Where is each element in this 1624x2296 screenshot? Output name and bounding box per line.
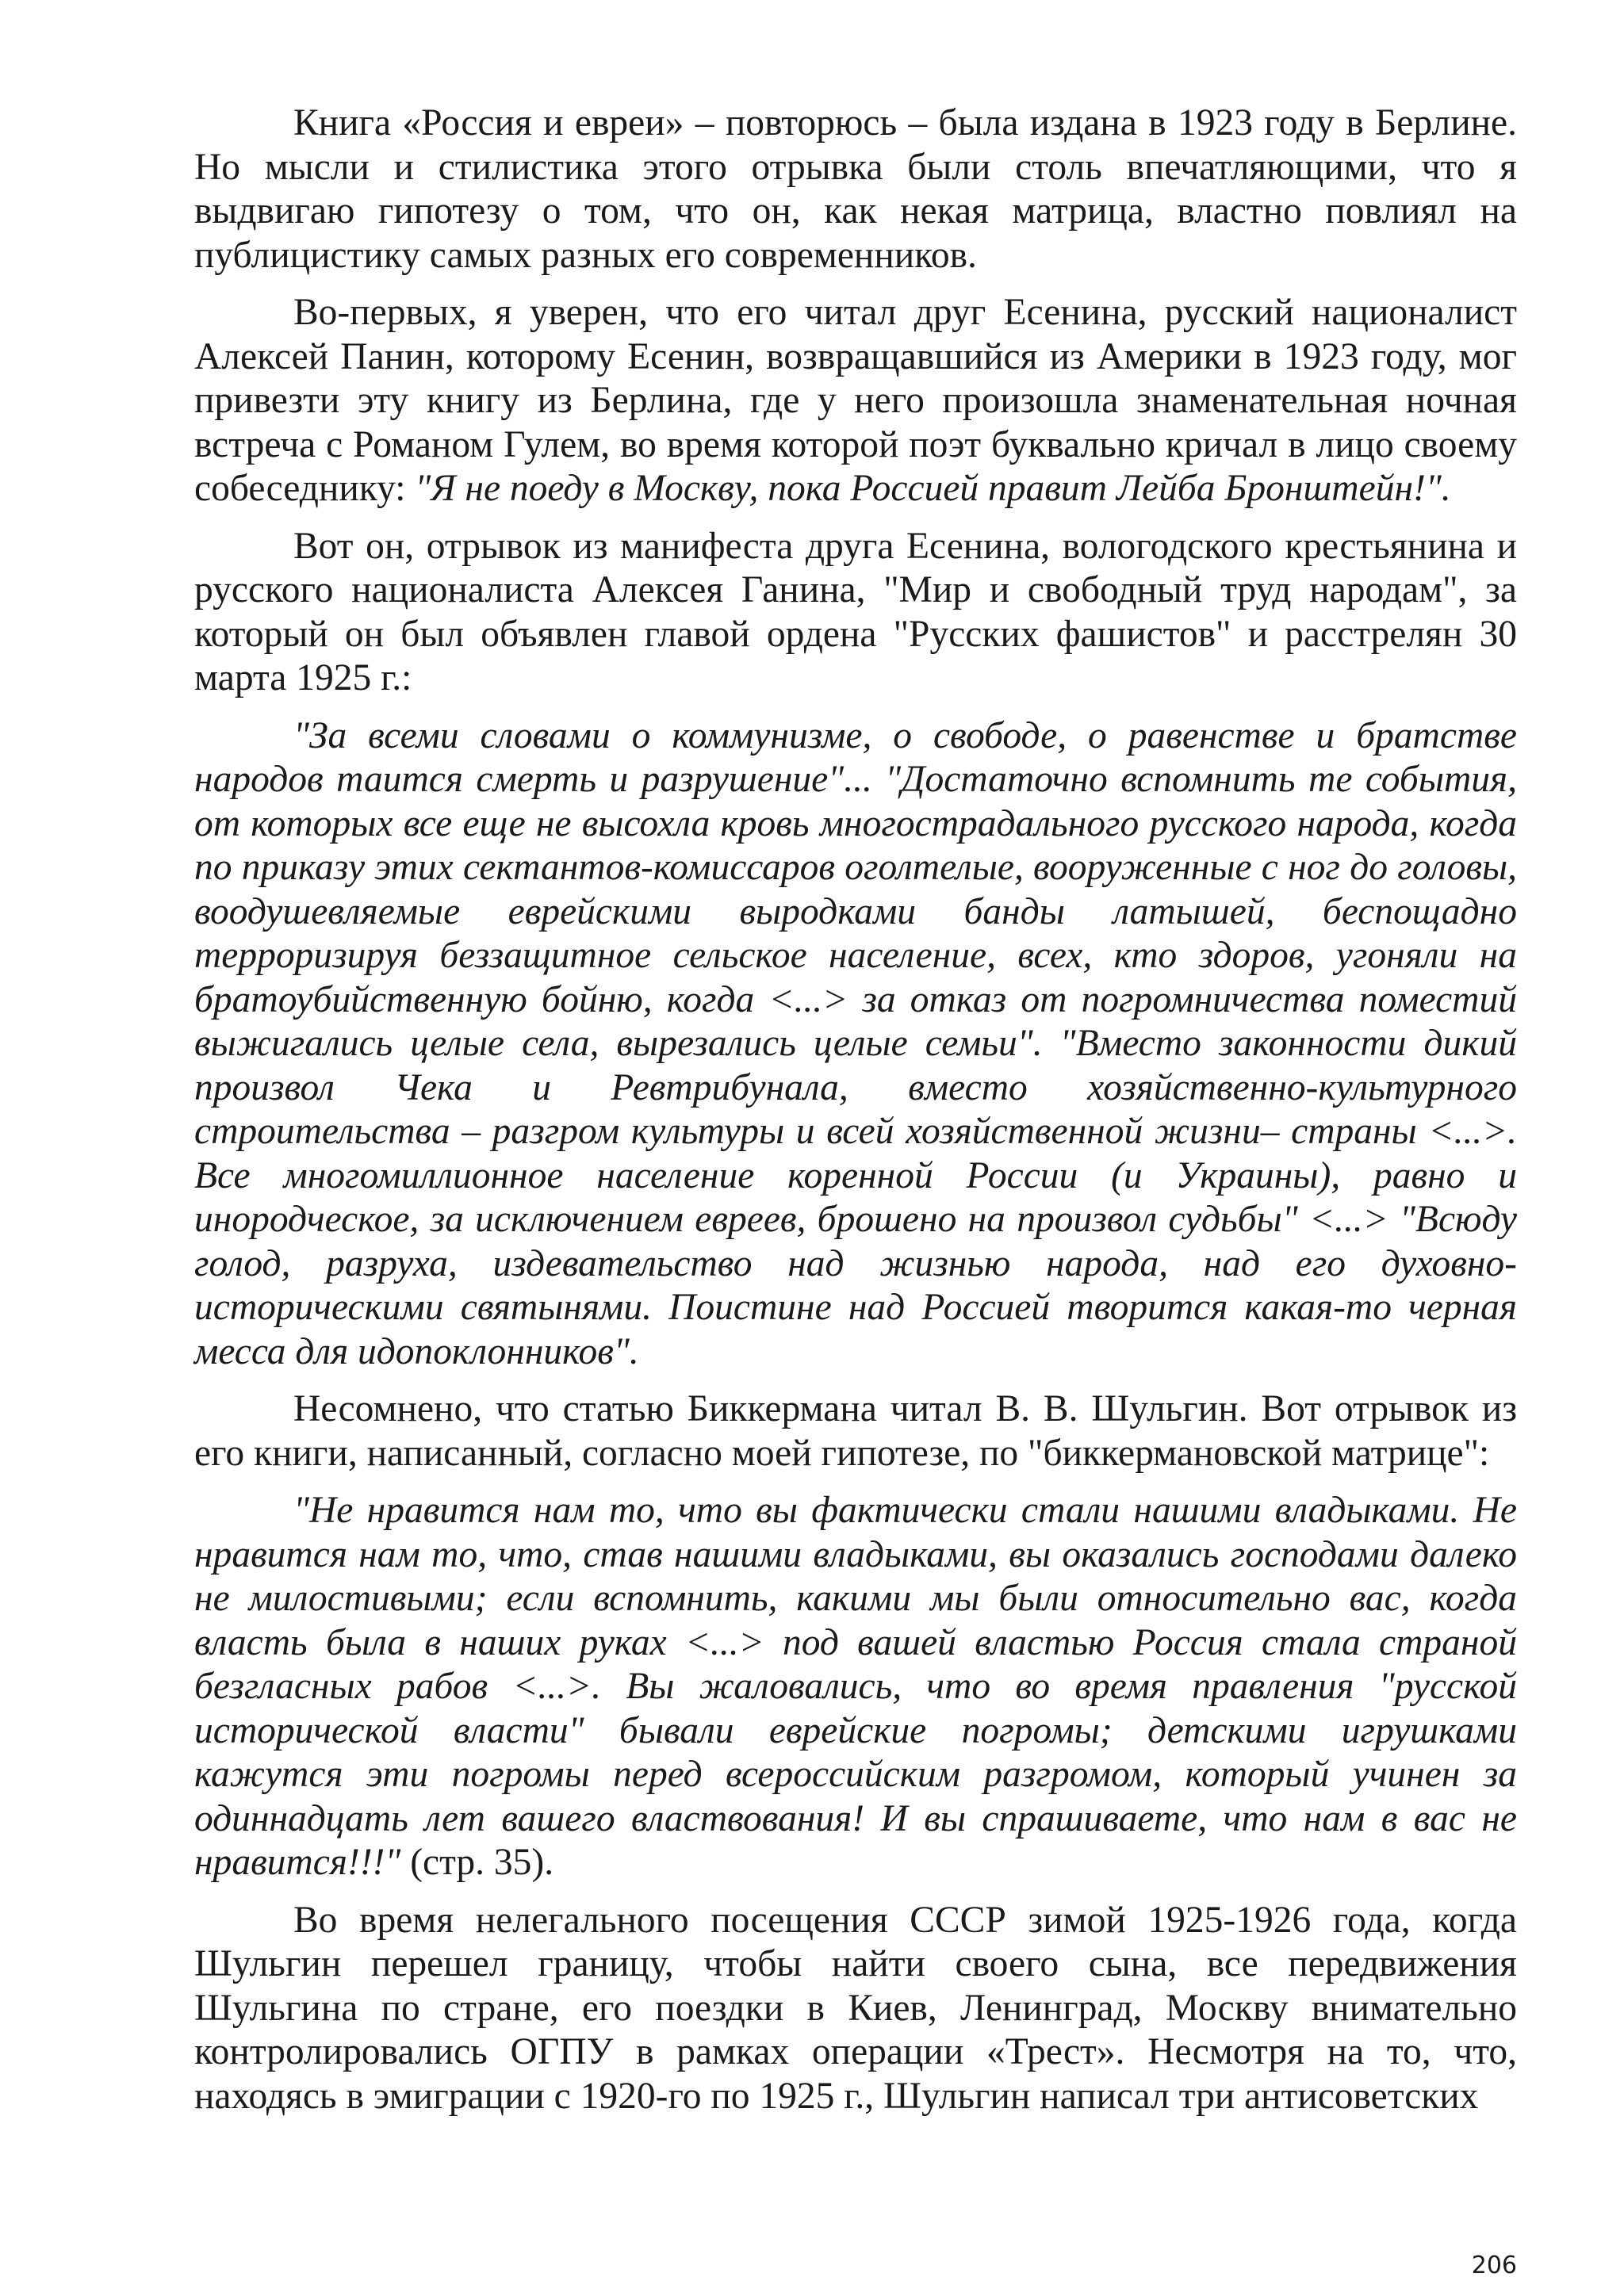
paragraph-5: Несомнено, что статью Биккермана читал В. В. Шульгин. Вот отрывок из его книги, написанный, согласно моей гипотезе, по "биккермановской матрице": xyxy=(194,1388,1517,1474)
quote-shulgin xyxy=(194,1489,1517,1885)
paragraph-7: Во время нелегального посещения СССР зимой 1925-1926 года, когда Шульгин перешел границу, чтобы найти своего сына, все передвижения Шульгина по стране, его поездки в Киев, Ленинград, Москву внимательно контролировались ОГПУ в рамках операции «Трест». Несмотря на то, что, находясь в эмиграции с 1920-го по 1925 г., Шульгин написал три антисоветских xyxy=(194,1899,1517,2117)
quote-ganin: "За всеми словами о коммунизме, о свободе, о равенстве и братстве народов таится смерть и разрушение"... "Достаточно вспомнить те события, от которых все еще не высохла кровь многострадального русского народа, когда по приказу этих сектантов-комиссаров оголтелые, вооруженные с ног до головы, воодушевляемые еврейскими выродками банды латышей, беспощадно терроризируя беззащитное сельское население, всех, кто здоров, угоняли на братоубийственную бойню, когда <...> за отказ от погромничества поместий выжигались целые села, вырезались целые семьи". "Вместо законности дикий произвол Чека и Ревтрибунала, вместо хозяйственно-культурного строительства – разгром культуры и всей хозяйственной жизни– страны <...>. Все многомиллионное население коренной России (и Украины), равно и инородческое, за исключением евреев, брошено на произвол судьбы" <...> "Всюду голод, разруха, издевательство над жизнью народа, над его духовно-историческими святынями. Поистине над Россией творится какая-то черная месса для идопоклонников". xyxy=(194,714,1517,1372)
paragraph-2-text: Во-первых, я уверен, что его читал друг Есенина, русский националист Алексей Панин, которому Есенин, возвращавшийся из Америки в 1923 году, мог привезти эту книгу из Берлина, где у него произошла знаменательная ночная встреча с Романом Гулем, во время которой поэт буквально кричал в лицо своему собеседнику: xyxy=(194,292,1517,509)
paragraph-2 xyxy=(194,291,1517,511)
paragraph-3: Вот он, отрывок из манифеста друга Есенина, вологодского крестьянина и русского националиста Алексея Ганина, "Мир и свободный труд народам", за который он был объявлен главой ордена "Русских фашистов" и расстрелян 30 марта 1925 г.: xyxy=(194,525,1517,698)
page-body xyxy=(194,101,1517,2118)
quote-shulgin-citation: (стр. 35). xyxy=(400,1842,554,1883)
quote-shulgin-text: "Не нравится нам то, что вы фактически стали нашими владыками. Не нравится нам то, что, став нашими владыками, вы оказались господами далеко не милостивыми; если вспомнить, какими мы были относительно вас, когда власть была в наших руках <...> под вашей властью Россия стала страной безгласных рабов <...>. Вы жаловались, что во время правления "русской исторической власти" бывали еврейские погромы; детскими игрушками кажутся эти погромы перед всероссийским разгромом, который учинен за одиннадцать лет вашего властвования! И вы спрашиваете, что нам в вас не нравится!!!" xyxy=(194,1490,1517,1883)
page-number: 206 xyxy=(1471,2252,1517,2279)
paragraph-2-quote: "Я не поеду в Москву, пока Россией правит Лейба Бронштейн!". xyxy=(415,468,1451,509)
paragraph-1: Книга «Россия и евреи» – повторюсь – была издана в 1923 году в Берлине. Но мысли и стилистика этого отрывка были столь впечатляющими, что я выдвигаю гипотезу о том, что он, как некая матрица, властно повлиял на публицистику самых разных его современников. xyxy=(194,102,1517,276)
